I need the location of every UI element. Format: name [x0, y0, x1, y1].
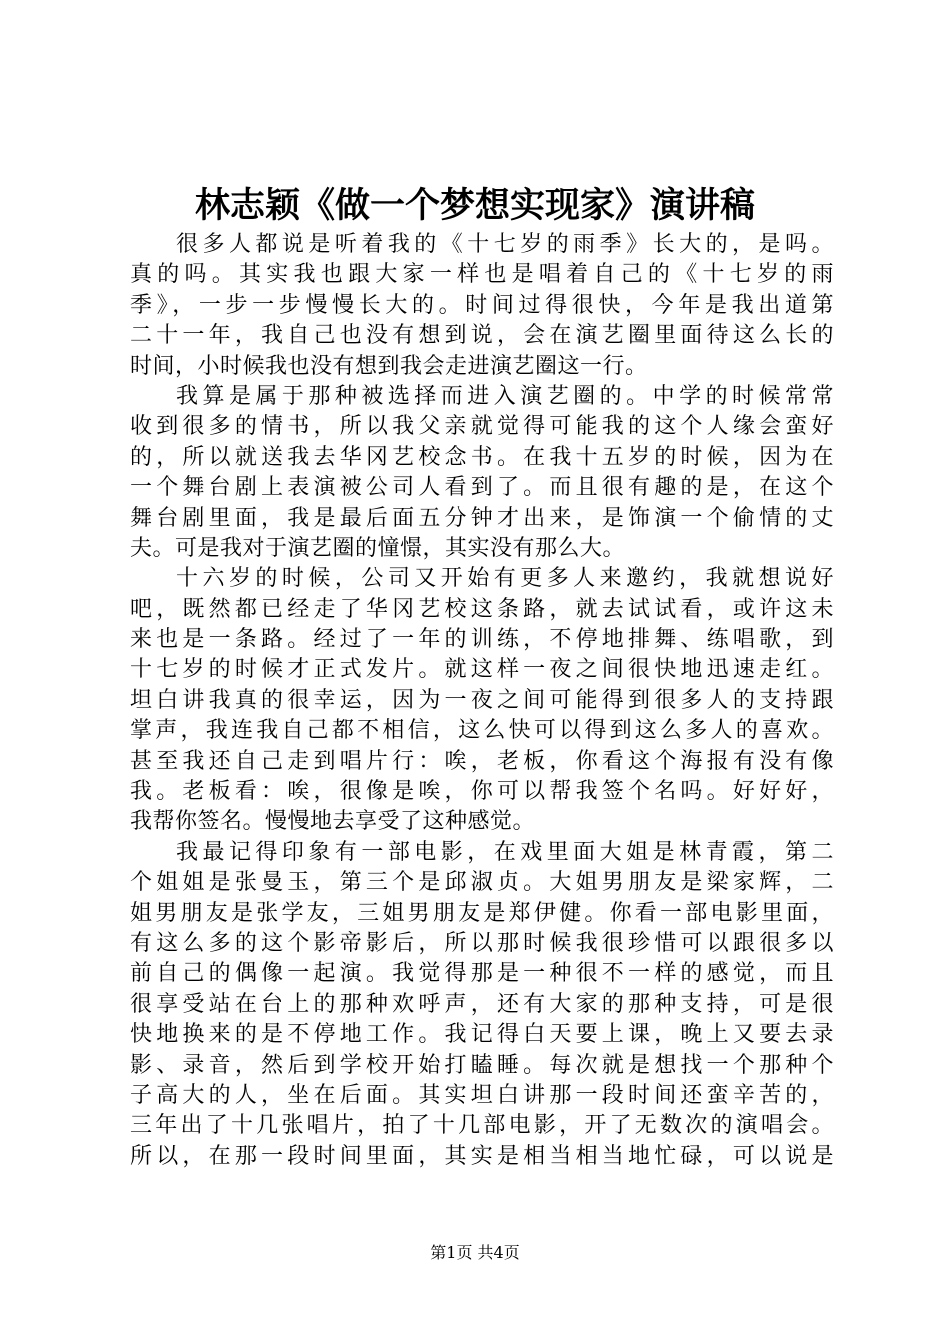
- body-line: 很享受站在台上的那种欢呼声，还有大家的那种支持，可是很: [130, 991, 834, 1017]
- body-line: 我最记得印象有一部电影，在戏里面大姐是林青霞，第二: [176, 839, 834, 865]
- body-line: 影、录音，然后到学校开始打瞌睡。每次就是想找一个那种个: [130, 1052, 834, 1078]
- body-line: 掌声，我连我自己都不相信，这么快可以得到这么多人的喜欢。: [130, 718, 834, 744]
- body-line: 来也是一条路。经过了一年的训练，不停地排舞、练唱歌，到: [130, 627, 834, 653]
- body-line: 三年出了十几张唱片，拍了十几部电影，开了无数次的演唱会。: [130, 1113, 834, 1139]
- body-line: 我帮你签名。慢慢地去享受了这种感觉。: [130, 809, 536, 835]
- body-line: 我。老板看：唉，很像是唉，你可以帮我签个名吗。好好好，: [130, 779, 834, 805]
- body-line: 姐男朋友是张学友，三姐男朋友是郑伊健。你看一部电影里面，: [130, 900, 834, 926]
- body-line: 我算是属于那种被选择而进入演艺圈的。中学的时候常常: [176, 383, 834, 409]
- body-line: 子高大的人，坐在后面。其实坦白讲那一段时间还蛮辛苦的，: [130, 1082, 834, 1108]
- body-line: 一个舞台剧上表演被公司人看到了。而且很有趣的是，在这个: [130, 475, 834, 501]
- body-line: 有这么多的这个影帝影后，所以那时候我很珍惜可以跟很多以: [130, 930, 834, 956]
- document-body: [130, 230, 834, 1172]
- body-line: 二十一年，我自己也没有想到说，会在演艺圈里面待这么长的: [130, 323, 834, 349]
- body-line: 吧，既然都已经走了华冈艺校这条路，就去试试看，或许这未: [130, 596, 834, 622]
- body-line: 时间，小时候我也没有想到我会走进演艺圈这一行。: [130, 353, 648, 379]
- body-line: 坦白讲我真的很幸运，因为一夜之间可能得到很多人的支持跟: [130, 687, 834, 713]
- body-line: 快地换来的是不停地工作。我记得白天要上课，晚上又要去录: [130, 1022, 834, 1048]
- body-line: 收到很多的情书，所以我父亲就觉得可能我的这个人缘会蛮好: [130, 414, 834, 440]
- body-line: 十七岁的时候才正式发片。就这样一夜之间很快地迅速走红。: [130, 657, 834, 683]
- body-line: 夫。可是我对于演艺圈的憧憬，其实没有那么大。: [130, 535, 626, 561]
- body-line: 的，所以就送我去华冈艺校念书。在我十五岁的时候，因为在: [130, 444, 834, 470]
- body-line: 前自己的偶像一起演。我觉得那是一种很不一样的感觉，而且: [130, 961, 834, 987]
- body-line: 个姐姐是张曼玉，第三个是邱淑贞。大姐男朋友是梁家辉，二: [130, 870, 834, 896]
- body-line: 所以，在那一段时间里面，其实是相当相当地忙碌，可以说是: [130, 1143, 834, 1169]
- body-line: 很多人都说是听着我的《十七岁的雨季》长大的，是吗。: [176, 232, 834, 257]
- body-line: 甚至我还自己走到唱片行：唉，老板，你看这个海报有没有像: [130, 748, 834, 774]
- body-line: 真的吗。其实我也跟大家一样也是唱着自己的《十七岁的雨: [130, 262, 834, 288]
- body-line: 舞台剧里面，我是最后面五分钟才出来，是饰演一个偷情的丈: [130, 505, 834, 531]
- document-title: 林志颖《做一个梦想实现家》演讲稿: [194, 185, 755, 226]
- body-line: 季》，一步一步慢慢长大的。时间过得很快，今年是我出道第: [130, 292, 834, 318]
- page-footer: 第1页 共4页: [430, 1243, 520, 1262]
- body-line: 十六岁的时候，公司又开始有更多人来邀约，我就想说好: [176, 566, 834, 592]
